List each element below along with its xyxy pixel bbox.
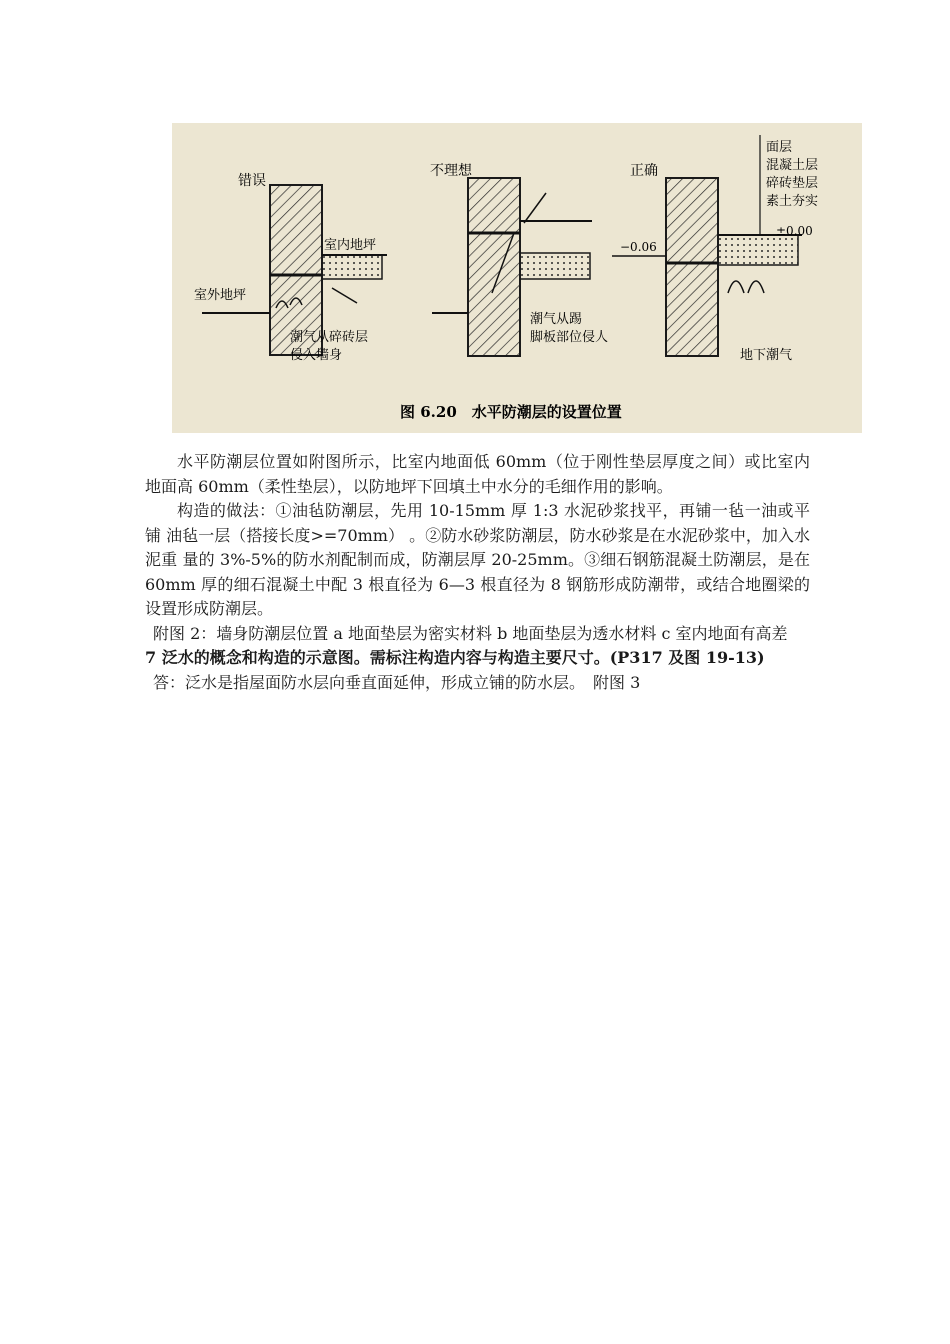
label-indoor-floor: 室内地坪: [324, 238, 377, 253]
figure-caption: 图 6.20 水平防潮层的设置位置: [400, 403, 622, 421]
label-moisture-kick: 潮气从踢: [530, 312, 583, 327]
label-outdoor-ground: 室外地坪: [194, 288, 247, 303]
paragraph-dpc-position: 水平防潮层位置如附图所示，比室内地面低 60mm（位于刚性垫层厚度之间）或比室内 地面高 60mm（柔性垫层），以防地坪下回填土中水分的毛细作用的影响。: [145, 452, 810, 496]
answer-7: 答：泛水是指屋面防水层向垂直面延伸，形成立铺的防水层。 附图 3: [153, 672, 641, 692]
label-into-wall: 侵入墙身: [290, 348, 343, 363]
label-layer-soil: 素土夯实: [766, 194, 819, 209]
body-text: [145, 450, 810, 695]
label-layer-brick: 碎砖垫层: [766, 176, 819, 191]
paragraph-appendix-figure-2: 附图 2：墙身防潮层位置 a 地面垫层为密实材料 b 地面垫层为透水材料 c 室内地面有高差: [153, 623, 788, 643]
label-correct: 正确: [630, 163, 658, 179]
label-layer-surface: 面层: [766, 140, 793, 155]
damp-proof-course-figure: [172, 123, 862, 433]
label-ground-moisture: 地下潮气: [740, 348, 793, 363]
label-moisture-gravel: 潮气从碎砖层: [290, 330, 369, 345]
label-level-neg: −0.06: [620, 240, 657, 254]
label-kickboard: 脚板部位侵人: [530, 330, 609, 345]
label-level-zero: ±0.00: [776, 224, 813, 238]
label-wrong: 错误: [238, 173, 266, 189]
figure-drawing: [172, 123, 862, 433]
paragraph-construction-methods: 构造的做法：①油毡防潮层，先用 10-15mm 厚 1:3 水泥砂浆找平，再铺一毡一油或平铺 油毡一层（搭接长度>=70mm） 。②防水砂浆防潮层，防水砂浆是在水泥砂浆中，加入水泥重 量的 3%-5%的防水剂配制而成，防潮层厚 20-25mm。③细石钢筋混凝土防潮层，是在 60mm 厚的细石混凝土中配 3 根直径为 6—3 根直径为 8 钢筋形成防潮带，或结合地圈梁的设置形成防潮层。: [145, 501, 810, 618]
label-layer-concrete: 混凝土层: [766, 158, 819, 173]
question-7: 7 泛水的概念和构造的示意图。需标注构造内容与构造主要尺寸。(P317 及图 19-13): [145, 648, 765, 667]
label-not-ideal: 不理想: [430, 163, 472, 179]
